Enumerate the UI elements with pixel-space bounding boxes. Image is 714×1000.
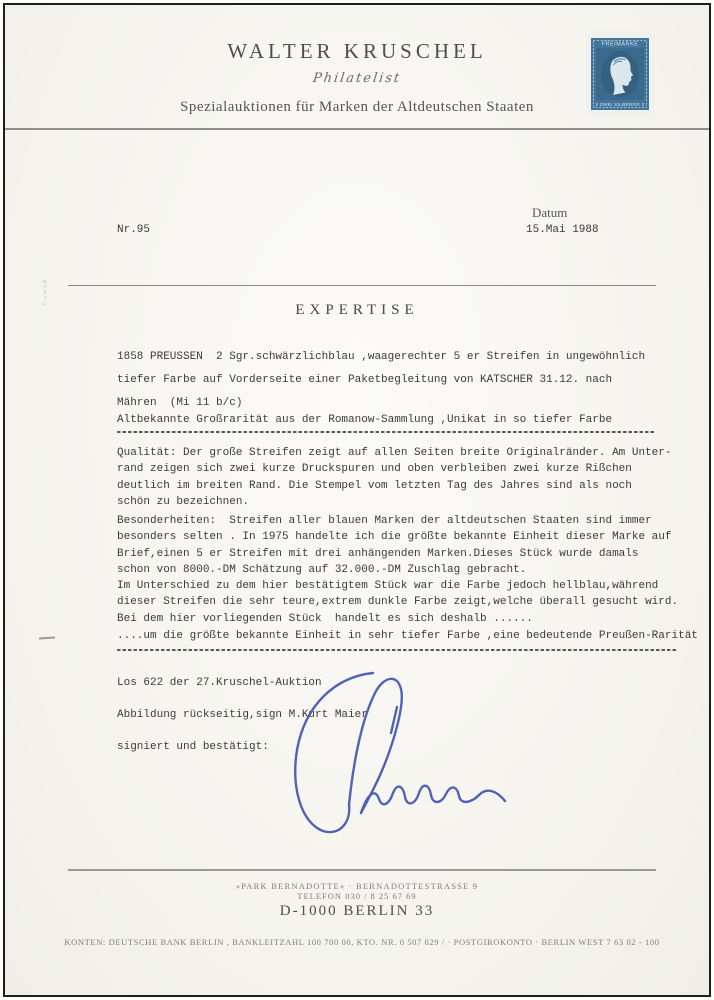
- text-line: Mähren (Mi 11 b/c): [117, 397, 243, 409]
- paragraph-quality: [117, 445, 673, 510]
- pen-mark: [39, 636, 55, 639]
- text-line: Bei dem hier vorliegenden Stück handelt es sich deshalb ......: [117, 612, 533, 625]
- certificate-number: Nr.95: [117, 224, 151, 236]
- text-line: Besonderheiten: Streifen aller blauen Marken der altdeutschen Staaten sind immer: [117, 515, 652, 527]
- text-line: schön zu bezeichnen.: [117, 495, 250, 508]
- text-line: tiefer Farbe auf Vorderseite einer Paketbegleitung von KATSCHER 31.12. nach: [117, 374, 613, 386]
- text-line: ....um die größte bekannte Einheit in sehr tiefer Farbe ,eine bedeutende Preußen-Rarität: [117, 630, 698, 642]
- text-line: Los 622 der 27.Kruschel-Auktion: [117, 677, 322, 689]
- footer-city: D-1000 BERLIN 33: [279, 903, 435, 919]
- text-line: 1858 PREUSSEN 2 Sgr.schwärzlichblau ,waagerechter 5 er Streifen in ungewöhnlich: [117, 351, 646, 363]
- printer-mark: GAWAB: [43, 278, 49, 305]
- text-line: besonders selten . In 1975 handelte ich die größte bekannte Einheit dieser Marke auf: [117, 531, 672, 544]
- header-divider: [5, 128, 709, 130]
- text-line: rand zeigen sich zwei kurze Druckspuren und oben verbleiben zwei kurze Rißchen: [117, 463, 632, 476]
- document-title: EXPERTISE: [295, 302, 419, 318]
- footer-address: »PARK BERNADOTTE« · BERNADOTTESTRASSE 9: [235, 881, 479, 891]
- paragraph-remarks: [117, 513, 679, 627]
- title-divider: [68, 285, 656, 286]
- date-value: 15.Mai 1988: [526, 224, 599, 236]
- letterhead-name: WALTER KRUSCHEL: [227, 39, 487, 63]
- text-line: Altbekannte Großrarität aus der Romanow-Sammlung ,Unikat in so tiefer Farbe: [117, 414, 613, 426]
- text-line: Brief,einen 5 er Streifen mit drei anhängenden Marken.Dieses Stück wurde damals: [117, 547, 639, 560]
- certificate-page: [3, 3, 711, 997]
- text-line: Im Unterschied zu dem hier bestätigtem Stück war die Farbe jedoch hellblau,während: [117, 580, 659, 593]
- letterhead-tagline: Spezialauktionen für Marken der Altdeutschen Staaten: [180, 99, 534, 115]
- text-line: deutlich im breiten Rand. Die Stempel vom letzten Tag des Jahres sind als noch: [117, 479, 632, 492]
- letterhead-profession: Philatelist: [311, 71, 403, 86]
- footer-bank-accounts: KONTEN: DEUTSCHE BANK BERLIN , BANKLEITZAHL 100 700 00, KTO. NR. 0 507 029 / · POSTGIROKONTO · BERLIN WEST 7 63 02 - 100: [64, 937, 660, 947]
- footer-divider: [68, 869, 656, 871]
- paragraph-rarity: [117, 411, 673, 430]
- typed-dash-divider-2: [117, 649, 677, 651]
- text-line: signiert und bestätigt:: [117, 741, 269, 753]
- prussia-stamp-image: [586, 31, 654, 117]
- handwritten-signature: [265, 655, 535, 855]
- text-line: schon von 8000.-DM Schätzung auf 32.000.-DM Zuschlag gebracht.: [117, 563, 527, 576]
- text-line: Abbildung rückseitig,sign M.Kurt Maier: [117, 709, 368, 721]
- stamp-top-label: FREIMARKE: [601, 41, 639, 48]
- paragraph-conclusion: [117, 628, 698, 644]
- date-label: Datum: [532, 205, 568, 220]
- typed-dash-divider: [117, 431, 655, 433]
- stamp-bottom-label: 2 ZWEI SILBERGR 2: [595, 103, 645, 108]
- footer-phone: TELEFON 030 / 8 25 67 69: [297, 891, 417, 901]
- text-line: dieser Streifen die sehr teure,extrem dunkle Farbe zeigt,welche überall gesucht wird.: [117, 596, 679, 609]
- paragraph-description: [117, 346, 673, 415]
- text-line: Qualität: Der große Streifen zeigt auf allen Seiten breite Originalränder. Am Unter-: [117, 447, 672, 459]
